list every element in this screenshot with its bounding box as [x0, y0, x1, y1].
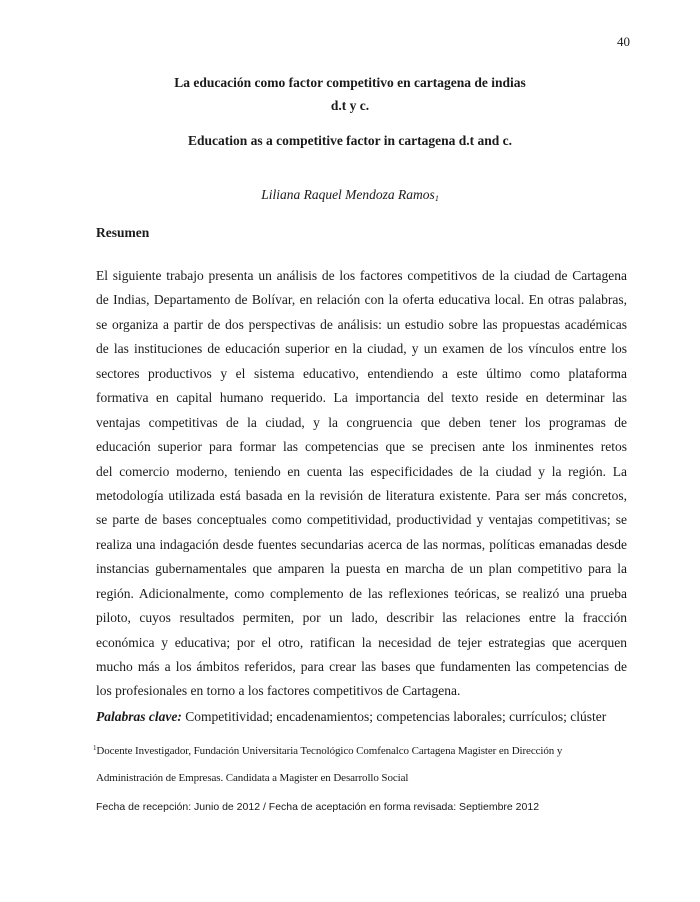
title-spanish-line-2: d.t y c. [330, 98, 370, 113]
page-number: 40 [617, 34, 630, 49]
abstract-line: formativa en capital humano requerido. La importancia del texto reside en determinar las [96, 390, 627, 406]
abstract-line: ventajas competitivas de la ciudad, y la congruencia que deben tener los programas de [96, 414, 627, 430]
footnote-text-1: Docente Investigador, Fundación Universitaria Tecnológico Comfenalco Cartagena Magister en Dirección y [96, 745, 563, 757]
author-name: Liliana Raquel Mendoza Ramos [261, 187, 435, 202]
abstract-line: sectores productivos y el sistema educativo, entendiendo a este último como plataforma [96, 365, 627, 381]
abstract-line: económica y educativa; por el otro, ratifican la necesidad de tejer estrategias que acerquen [96, 634, 627, 650]
keywords [96, 709, 627, 725]
keywords-text: Competitividad; encadenamientos; competencias laborales; currículos; clúster [181, 709, 607, 724]
title-english: Education as a competitive factor in cartagena d.t and c. [187, 133, 513, 148]
abstract-line: de las instituciones de educación superior en la ciudad, y un examen de los vínculos entre los [96, 341, 627, 357]
abstract-line: del comercio moderno, teniendo en cuenta las especificidades de la ciudad y la región. La [96, 463, 627, 479]
author-footnote-mark: 1 [434, 194, 439, 203]
abstract-line: instancias gubernamentales que amparen la puesta en marcha de un plan competitivo para la [96, 561, 627, 577]
abstract-line: educación superior para formar las competencias que se precisen ante los inminentes retos [96, 439, 627, 455]
reception-dates: Fecha de recepción: Junio de 2012 / Fecha de aceptación en forma revisada: Septiembre 2012 [96, 801, 540, 813]
abstract-line: se parte de bases conceptuales como competitividad, productividad y ventajas competitivas; se [96, 512, 627, 528]
abstract-line: región. Adicionalmente, como complemento de las reflexiones teóricas, se realizó una prueba [96, 585, 627, 601]
abstract-line: se organiza a partir de dos perspectivas de análisis: un estudio sobre las propuestas académicas [96, 316, 627, 332]
abstract-line: piloto, cuyos resultados permiten, por un lado, describir las relaciones entre la fracción [96, 610, 627, 626]
keywords-label: Palabras clave: [96, 709, 182, 724]
abstract-body [96, 264, 627, 704]
abstract-line: mucho más a los ámbitos referidos, para crear las bases que fundamenten las competencias de [96, 659, 627, 674]
abstract-line: de Indias, Departamento de Bolívar, en relación con la oferta educativa local. En otras palabras, [96, 292, 627, 308]
title-spanish [0, 71, 700, 117]
footnote-line-1 [93, 744, 562, 757]
title-spanish-line-1: La educación como factor competitivo en cartagena de indias [174, 75, 526, 90]
abstract-line: El siguiente trabajo presenta un análisis de los factores competitivos de la ciudad de Cartagena [96, 268, 627, 283]
abstract-line: metodología utilizada está basada en la revisión de literatura existente. Para ser más concretos, [96, 487, 627, 503]
abstract-line: realiza una indagación desde fuentes secundarias acerca de las normas, políticas emanadas desde [96, 536, 627, 552]
abstract-heading: Resumen [96, 225, 150, 240]
abstract-line: los profesionales en torno a los factores competitivos de Cartagena. [96, 683, 461, 699]
footnote-mark: 1 [93, 744, 97, 752]
footnote-line-2: Administración de Empresas. Candidata a Magister en Desarrollo Social [96, 772, 409, 784]
author [0, 187, 700, 203]
